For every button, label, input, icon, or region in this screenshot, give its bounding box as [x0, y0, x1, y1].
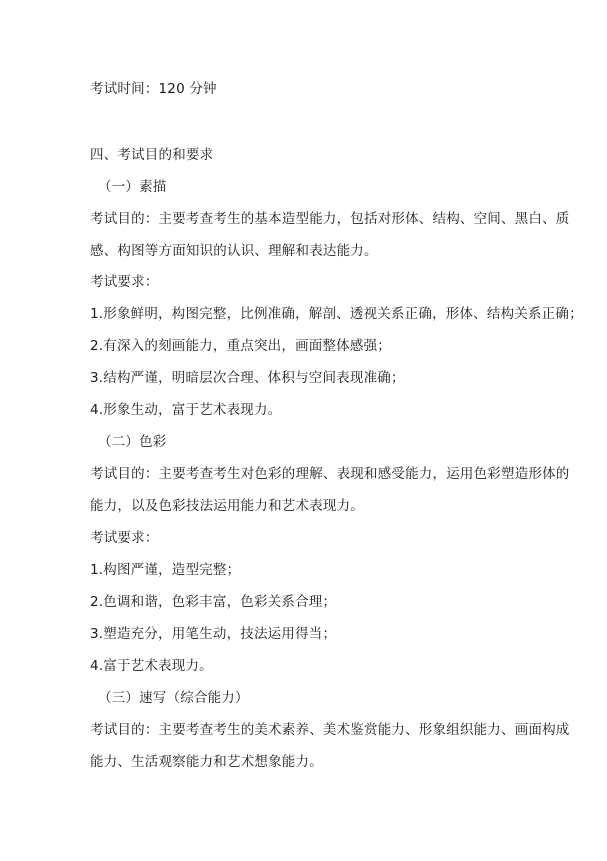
sketching-heading: （三）速写（综合能力） — [98, 690, 249, 706]
color-heading: （二）色彩 — [98, 434, 167, 450]
color-purpose-line-2: 能力，以及色彩技法运用能力和艺术表现力。 — [90, 498, 364, 514]
section-heading: 四、考试目的和要求 — [90, 147, 214, 163]
color-requirement-4: 4.富于艺术表现力。 — [90, 658, 213, 674]
color-purpose-line-1: 考试目的：主要考查考生对色彩的理解、表现和感受能力，运用色彩塑造形体的 — [90, 466, 570, 482]
sketching-purpose-line-2: 能力、生活观察能力和艺术想象能力。 — [90, 754, 323, 770]
sketch-requirement-2: 2.有深入的刻画能力，重点突出，画面整体感强； — [90, 338, 391, 354]
sketch-requirements-label: 考试要求： — [90, 274, 159, 290]
sketch-purpose-line-1: 考试目的：主要考查考生的基本造型能力，包括对形体、结构、空间、黑白、质 — [90, 211, 570, 227]
sketch-requirement-1: 1.形象鲜明，构图完整，比例准确，解剖、透视关系正确，形体、结构关系正确； — [90, 306, 583, 322]
exam-time: 考试时间：120 分钟 — [90, 81, 217, 97]
color-requirement-2: 2.色调和谐，色彩丰富，色彩关系合理； — [90, 594, 337, 610]
sketch-heading: （一）素描 — [98, 179, 167, 195]
sketching-purpose-line-1: 考试目的：主要考查考生的美术素养、美术鉴赏能力、形象组织能力、画面构成 — [90, 722, 570, 738]
color-requirements-label: 考试要求： — [90, 530, 159, 546]
sketch-requirement-3: 3.结构严谨，明暗层次合理、体积与空间表现准确； — [90, 370, 405, 386]
color-requirement-3: 3.塑造充分，用笔生动，技法运用得当； — [90, 626, 337, 642]
color-requirement-1: 1.构图严谨，造型完整； — [90, 562, 241, 578]
sketch-purpose-line-2: 感、构图等方面知识的认识、理解和表达能力。 — [90, 243, 378, 259]
sketch-requirement-4: 4.形象生动，富于艺术表现力。 — [90, 402, 282, 418]
